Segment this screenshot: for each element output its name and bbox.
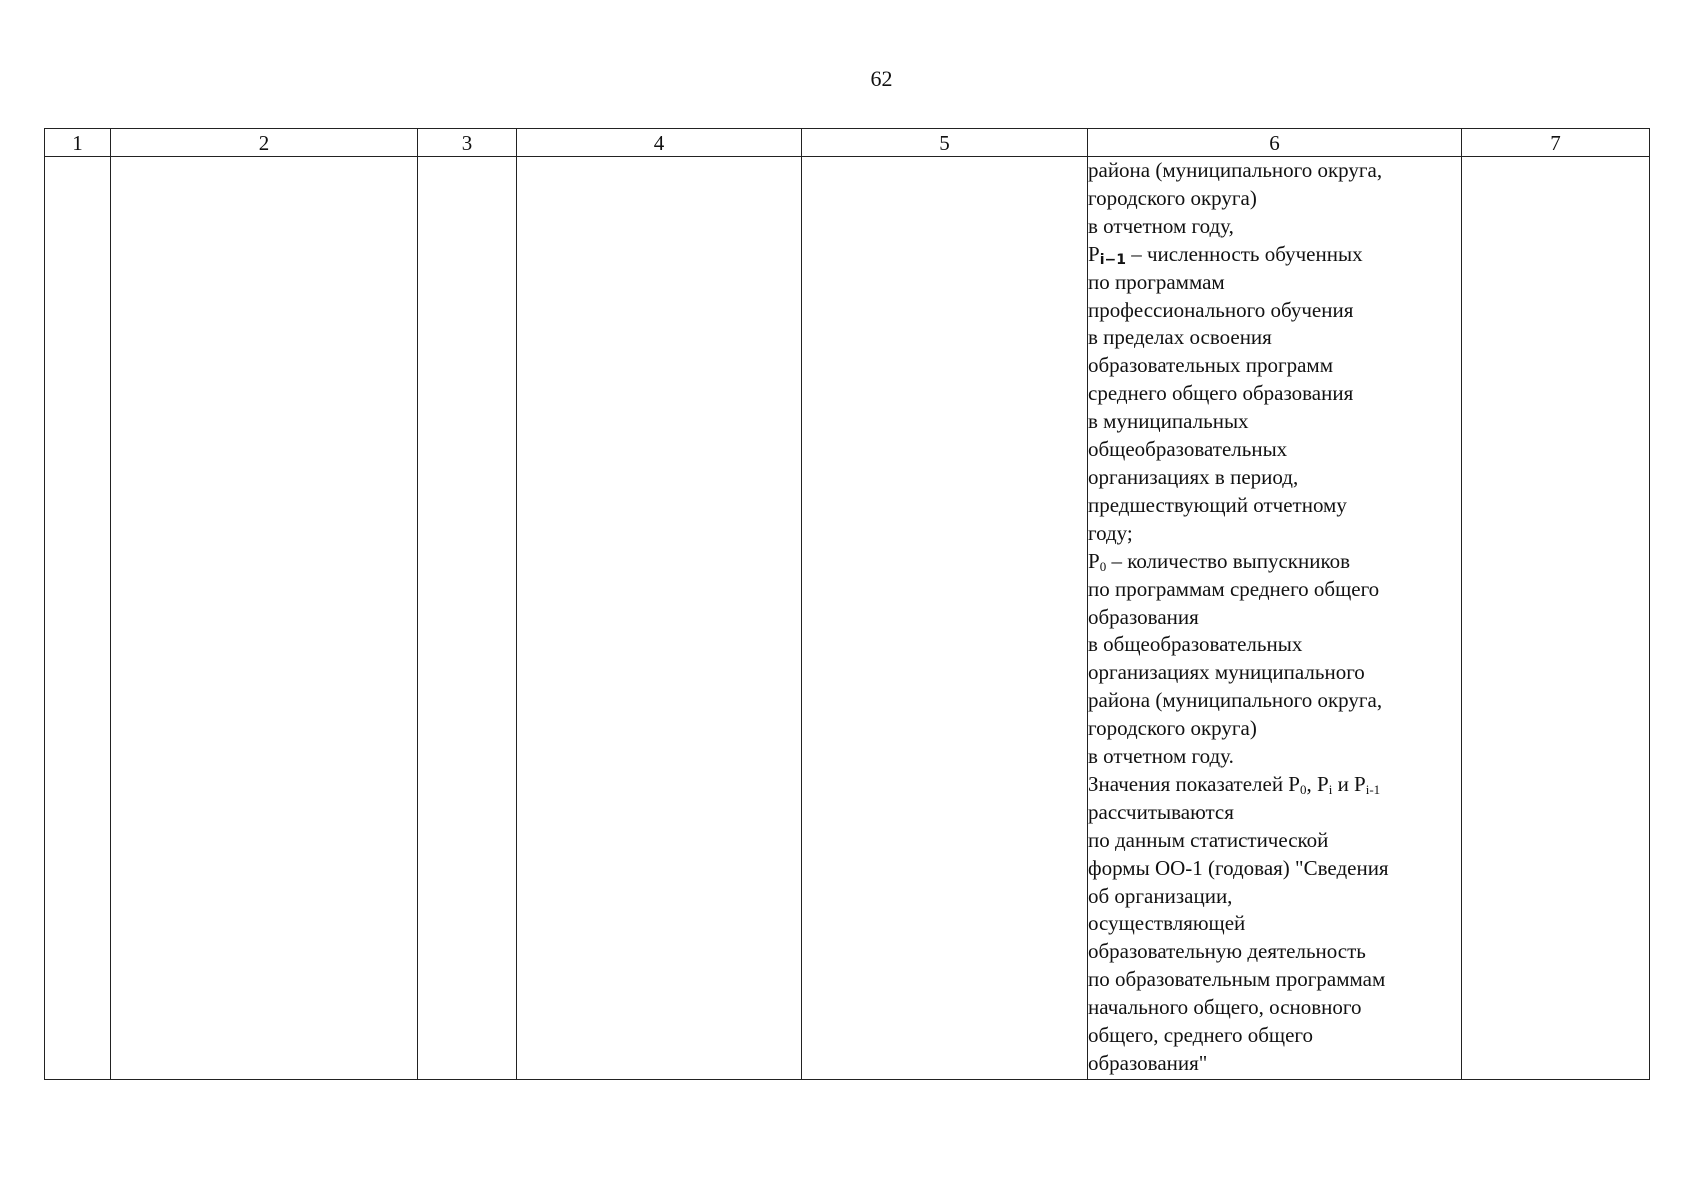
- formula-definition: – количество выпускников: [1106, 548, 1351, 573]
- text-line: городского округа): [1088, 185, 1257, 210]
- text-fragment: , P: [1306, 771, 1329, 796]
- indicator-values-line: [1088, 771, 1461, 799]
- table-row: [45, 157, 1650, 1080]
- cell-col-2: [111, 157, 418, 1080]
- text-line: образовательных программ: [1088, 353, 1333, 378]
- text-line: предшествующий отчетному: [1088, 492, 1347, 517]
- column-header-5: 5: [802, 129, 1088, 157]
- text-line: организациях муниципального: [1088, 660, 1365, 685]
- cell-col-5: [802, 157, 1088, 1080]
- formula-subscript: i−1: [1099, 251, 1126, 268]
- text-fragment: и P: [1332, 771, 1366, 796]
- formula-subscript: 0: [1099, 558, 1107, 574]
- text-line: района (муниципального округа,: [1088, 688, 1383, 713]
- formula-symbol: P: [1088, 548, 1100, 573]
- page-number: 62: [870, 66, 893, 91]
- cell-col-7: [1462, 157, 1650, 1080]
- column-header-2: 2: [111, 129, 418, 157]
- text-line: начального общего, основного: [1088, 995, 1362, 1020]
- text-line: образовательную деятельность: [1088, 939, 1366, 964]
- text-line: формы ОО-1 (годовая) "Сведения: [1088, 855, 1389, 880]
- formula-symbol: P: [1088, 241, 1100, 266]
- text-line: году;: [1088, 520, 1133, 545]
- formula-subscript: 0: [1300, 781, 1307, 797]
- formula-line-p-0: [1088, 548, 1461, 576]
- text-line: в муниципальных: [1088, 409, 1249, 434]
- text-line: в отчетном году.: [1088, 744, 1234, 769]
- text-line: по программам: [1088, 269, 1225, 294]
- indicator-table: [44, 128, 1650, 1080]
- text-line: по образовательным программам: [1088, 967, 1386, 992]
- cell-col-1: [45, 157, 111, 1080]
- formula-definition: – численность обученных: [1125, 241, 1363, 266]
- column-header-4: 4: [517, 129, 802, 157]
- formula-line-p-i-minus-1: [1088, 241, 1461, 269]
- text-line: профессионального обучения: [1088, 297, 1354, 322]
- text-line: в отчетном году,: [1088, 213, 1234, 238]
- column-header-6: 6: [1088, 129, 1462, 157]
- text-line: общего, среднего общего: [1088, 1023, 1313, 1048]
- text-line: по данным статистической: [1088, 827, 1329, 852]
- text-line: об организации,: [1088, 883, 1233, 908]
- text-line: общеобразовательных: [1088, 437, 1288, 462]
- text-line: среднего общего образования: [1088, 381, 1354, 406]
- text-line: организациях в период,: [1088, 464, 1299, 489]
- column-header-1: 1: [45, 129, 111, 157]
- text-line: района (муниципального округа,: [1088, 158, 1383, 182]
- cell-col-3: [418, 157, 517, 1080]
- text-line: осуществляющей: [1088, 911, 1246, 936]
- text-line: рассчитываются: [1088, 799, 1234, 824]
- cell-col-6-methodology: [1088, 157, 1462, 1080]
- formula-subscript: i-1: [1365, 781, 1381, 797]
- formula-subscript: i: [1328, 781, 1333, 797]
- text-line: по программам среднего общего: [1088, 576, 1380, 601]
- text-line: образования: [1088, 604, 1199, 629]
- header-row: [45, 129, 1650, 157]
- text-line: образования": [1088, 1051, 1208, 1075]
- text-line: городского округа): [1088, 716, 1257, 741]
- column-header-7: 7: [1462, 129, 1650, 157]
- text-line: в пределах освоения: [1088, 325, 1272, 350]
- column-header-3: 3: [418, 129, 517, 157]
- text-fragment: Значения показателей P: [1088, 771, 1300, 796]
- text-line: в общеобразовательных: [1088, 632, 1303, 657]
- cell-col-4: [517, 157, 802, 1080]
